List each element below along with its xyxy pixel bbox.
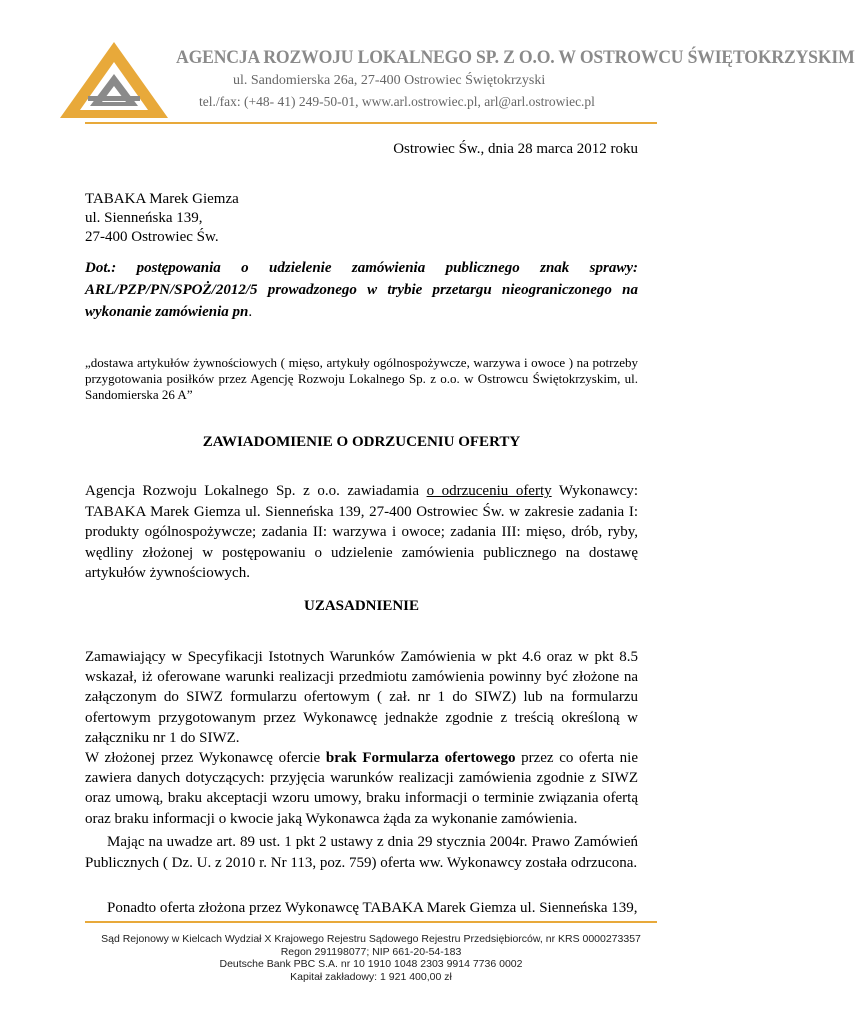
date-line: Ostrowiec Św., dnia 28 marca 2012 roku — [393, 141, 638, 157]
justification-heading: UZASADNIENIE — [303, 598, 420, 614]
triangle-logo-icon — [58, 40, 170, 120]
notice-text-start: Agencja Rozwoju Lokalnego Sp. z o.o. zawiadamia — [85, 483, 427, 499]
justification-line-2-end: przez co oferta nie zawiera danych dotyczących: przyjęcia warunków realizacji zamówienia zgodnie z SIWZ oraz umową, braku akceptacji wzoru umowy, braku informacji o terminie związania ofertą oraz braku informacji o kwocie jaką Wykonawca żąda za wykonanie zamówienia. — [85, 750, 638, 827]
footer-bank-account: Deutsche Bank PBC S.A. nr 10 1910 1048 2303 9914 7736 0002 — [219, 958, 523, 970]
notice-text-end: Wykonawcy: TABAKA Marek Giemza ul. Sienneńska 139, 27-400 Ostrowiec Św. w zakresie zadania I: produkty ogólnospożywcze; zadania II: warzywa i owoce; zadania III: mięso, drób, ryby, wędliny złożonej w postępowaniu o udzielenie zamówienia publicznego na dostawę artykułów żywnościowych. — [85, 483, 638, 581]
subject-period: . — [248, 304, 253, 320]
legal-basis-paragraph: Mając na uwadze art. 89 ust. 1 pkt 2 ustawy z dnia 29 stycznia 2004r. Prawo Zamówień Publicznych ( Dz. U. z 2010 r. Nr 113, poz. 759) oferta ww. Wykonawcy została odrzucona. — [85, 834, 638, 871]
organization-address: ul. Sandomierska 26a, 27-400 Ostrowiec Świętokrzyski — [233, 73, 546, 88]
letterhead — [0, 0, 855, 130]
recipient-block — [85, 190, 638, 247]
footer — [85, 933, 657, 983]
subject-text: Dot.: postępowania o udzielenie zamówienia publicznego znak sprawy: ARL/PZP/PN/SPOŻ/2012/5 prowadzonego w trybie przetargu nieograniczonego na wykonanie zamówienia pn — [85, 260, 638, 320]
missing-form-phrase: brak Formularza ofertowego — [325, 750, 516, 767]
justification-line-2-start: W złożonej przez Wykonawcę ofercie — [85, 750, 326, 767]
subject-line — [85, 257, 638, 323]
recipient-name: TABAKA Marek Giemza — [85, 191, 239, 207]
footer-capital: Kapitał zakładowy: 1 921 400,00 zł — [290, 970, 452, 983]
notice-heading: ZAWIADOMIENIE O ODRZUCENIU OFERTY — [202, 434, 521, 450]
justification-paragraph — [85, 647, 638, 829]
footer-divider — [85, 921, 657, 923]
notice-paragraph — [85, 481, 638, 584]
justification-line-2 — [85, 748, 638, 829]
footer-registry: Sąd Rejonowy w Kielcach Wydział X Krajowego Rejestru Sądowego Rejestru Przedsiębiorców, nr KRS 0000273357 — [101, 933, 641, 945]
recipient-city: 27-400 Ostrowiec Św. — [85, 229, 219, 245]
organization-name: AGENCJA ROZWOJU LOKALNEGO SP. Z O.O. W OSTROWCU ŚWIĘTOKRZYSKIM — [176, 47, 855, 68]
organization-contact: tel./fax: (+48- 41) 249-50-01, www.arl.ostrowiec.pl, arl@arl.ostrowiec.pl — [199, 94, 595, 109]
notice-rejection-phrase: o odrzuceniu oferty — [426, 483, 552, 499]
contract-title-quote: „dostawa artykułów żywnościowych ( mięso, artykuły ogólnospożywcze, warzywa i owoce ) na potrzeby przygotowania posiłków przez Agencję Rozwoju Lokalnego Sp. z o.o. w Ostrowcu Świętokrzyskim, ul. Sandomierska 26 A” — [85, 355, 638, 402]
justification-line-1: Zamawiający w Specyfikacji Istotnych Warunków Zamówienia w pkt 4.6 oraz w pkt 8.5 wskazał, iż oferowane warunki realizacji przedmiotu zamówienia powinny być złożone na załączonym do SIWZ formularzu ofertowym ( zał. nr 1 do SIWZ) lub na formularzu ofertowym przygotowanym przez Wykonawcę jednakże zgodnie z treścią określoną w załączniku nr 1 do SIWZ. — [85, 649, 638, 746]
recipient-street: ul. Sienneńska 139, — [85, 210, 203, 226]
header-divider — [85, 122, 657, 124]
footer-tax-ids: Regon 291198077; NIP 661-20-54-183 — [280, 945, 462, 958]
continuation-paragraph: Ponadto oferta złożona przez Wykonawcę TABAKA Marek Giemza ul. Sienneńska 139, — [107, 900, 638, 916]
